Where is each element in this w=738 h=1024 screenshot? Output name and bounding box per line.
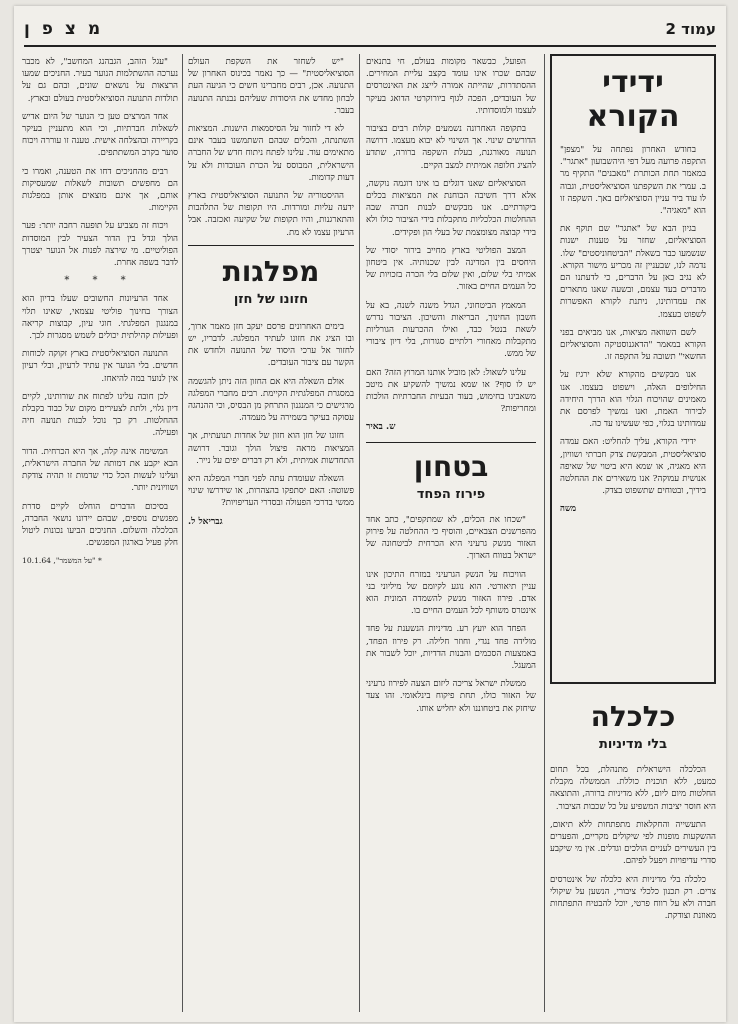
article-paragraph: הסוציאליזם שאנו דוגלים בו אינו דוגמה נוקשה, אלא דרך חשיבה הבוחנת את המציאות בכלים ביקורתיים. אנו מבקשים לבנות חברה שבה ההחלטות הכלכליות מתקבלות בידי הציבור כולו ולא בידי קבוצה מצומצמת של בעלי הון ופקידים. [366,178,536,238]
article-paragraph: בתקופה האחרונה נשמעים קולות רבים בציבור הדורשים שינוי. אך השינוי לא יבוא מעצמו. דרושה תנועה מאורגנת, בעלת השקפה ברורה, שתדע להציג חלופה אמיתית למצב הקיים. [366,124,536,171]
editorial-paragraph: אנו מבקשים מהקורא שלא ירגיז על החילופים האלה, וישפוט בעצמו. אנו מאמינים שהויכוח הגלוי הוא הדרך היחידה לבירור האמת, ואנו נמשיך לפרסם את עמדותינו בגלוי, כפי שעשינו עד כה. [560,370,706,430]
article-paragraph: "עגל הזהב, הגבהנג המחשב", לא מכבר נערכה ההשתלמות הנוער בעיר. החניכים שמעו הרצאות על נושאים שונים, ובהם גם על תולדות התנועה הסוציאליסטית בעולם ובארץ. [22,57,178,104]
economy-paragraph: הכלכלה הישראלית מתנהלת, בכל תחום כמעט, ללא תוכנית כוללת. הממשלה מקבלת החלטות מיום ליום, ללא מדיניות ברורה, והתוצאה היא חוסר יציבות המשפיע על כל שכבות הציבור. [550,765,716,812]
parties-paragraph: השאלה שעומדת עתה לפני חברי המפלגה היא פשוטה: האם יסתפקו בהצהרות, או שידרשו שינוי ממשי בדרכי הפעולה ובסדרי העדיפויות? [188,474,354,509]
section-stars: * * * [64,275,136,287]
column-4 [22,56,178,1006]
article-paragraph: אחד הרעיונות החשובים שעלו בדיון הוא הצורך בחינוך פוליטי עצמאי, שאינו תלוי במנגנון המפלגתי. חוגי עיון, קבוצות קריאה ופעילות קהילתית יכולים לשמש מסגרות לכך. [22,294,178,342]
parties-title: מפלגות [222,254,320,288]
column-divider [544,54,545,1012]
parties-paragraph: בימים האחרונים פרסם יעקב חזן מאמר ארוך, ובו הציג את חזונו לעתיד המפלגה. לדבריו, יש לחזור אל ערכי היסוד של התנועה ולחדש את הקשר עם ציבור העובדים. [188,321,354,369]
security-paragraph: הפחד הוא יועץ רע. מדיניות הנשענת על פחד מולידה פחד נגדי, וחוזר חלילה. רק פירוז הפחד, באמצעות הסכמים והבנות הדדיות, יוכל לשבור את המעגל. [366,624,536,671]
parties-subtitle: חזונו של חזן [233,291,309,307]
editorial-paragraph: בגיון הבא של "אתגר" שם תוקף את הסוציאליזם, שחזר על טענות ישנות שנשמעו כבר בשאלת "הביטחוניסטים" שלו. נדמה לנו, שבעניין זה מכריע מישור הקורא. לא נגיב כאן על הדברים, כי לדעתנו הם מדברים בעד עצמם, ובשעה שאנו מתארים את עמדותינו, ניתנת לקורא האפשרות לשפוט בעצמו. [560,224,706,320]
editorial-title: ידידי הקורא [586,65,680,134]
column-divider [182,54,183,1012]
security-heading [366,451,536,504]
editorial-signature: משה [560,504,577,515]
economy-title: כלכלה [590,701,676,733]
paper-name: מ צ פ ן [24,19,104,39]
section-rule [366,442,536,443]
security-paragraph: ממשלת ישראל צריכה ליזום הצעה לפירוז גרעיני של האזור כולו, תחת פיקוח בינלאומי. זהו צעד שיחזק את ביטחוננו ולא יחליש אותו. [366,679,536,714]
masthead [24,14,716,44]
editorial-paragraph: בחודש האחרון נפתחה על "מצפן" התקפה פרועה מעל דפי היהשבועון "אתגר". במאמר תחת הכותרת "מאבנים" התקיף מר ב. עמרי את השקפתנו הסוציאליסטית, וגבוה לו עוד ביר עניין הסוציאליזם באך. השקפה זו הוא "מאגיה". [560,145,706,217]
security-subtitle: פירוז הפחד [416,486,486,502]
article-paragraph: המשימה אינה קלה, אך היא הכרחית. הדור הבא יקבע את דמותה של החברה הישראלית, ועלינו לעשות הכל כדי שדמות זו תהיה צודקת ושוויונית יותר. [22,446,178,494]
security-paragraph: "שכחו את הכלים, לא שמתקפים", כתב אחד מהפרשנים הצבאיים, והוסיף כי ההחלטה על פירוק האזור מנשק גרעיני היא הכרחית לביטחונה של ישראל בטווח הארוך. [366,514,536,562]
parties-heading [188,256,354,309]
article-footnote: * "על המשמר", 10.1.64 [22,556,102,566]
economy-subtitle: בלי מדיניות [598,737,668,752]
article-paragraph: עלינו לשאול: לאן מוביל אותנו המרוץ הזה? האם יש לו סוף? או שמא נמשיך להשקיע את מיטב משאבינו בחימוש, בעוד הבעיות החברתיות הולכות ומחריפות? [366,367,536,415]
article-paragraph: לא די לחזור על הסיסמאות הישנות. המציאות השתנתה, והכלים שבהם השתמשנו בעבר אינם מתאימים עוד. עלינו לפתח ניתוח חדש של החברה הישראלית, המבוסס על הכרת העובדות ולא על דעות קדומות. [188,124,354,183]
masthead-rule [24,45,716,47]
economy-section [550,701,716,1011]
column-3 [188,56,354,1006]
section-rule [188,245,354,246]
article-paragraph: ויכוח זה מצביע על תופעה רחבה יותר: פער הולך וגדל בין הדור הצעיר לבין המוסדות הפוליטיים. מי שירצה לפנות אל הנוער יצטרך לדבר בשפה אחרת. [22,221,178,269]
article-paragraph: אחד המרצים טען כי הנוער של היום אדיש לשאלות חברתיות, וכי הוא מתעניין בעיקר בקריירה ובהצלחה אישית. טענה זו עוררה ויכוח סוער בקרב המשתתפים. [22,111,178,159]
article-paragraph: "יש לשחזר את השקפת העולם הסוציאליסטית" — כך נאמר בכינוס האחרון של התנועה. אכן, רבים מחברינו חשים כי הגיעה העת לבחון מחדש את היסודות שעליהם נבנתה התנועה בעבר. [188,57,354,116]
parties-paragraph: חזונו של חזן הוא חזון של אחדות תנועתית, אך המציאות מראה פיצול הולך וגובר. דרושה התחדשות אמיתית, ולא רק דברים יפים על נייר. [188,431,354,466]
economy-heading [550,701,716,754]
security-paragraph: הוויכוח על הנשק הגרעיני במזרח התיכון אינו עניין תיאורטי. הוא נוגע לקיומם של מיליוני בני אדם. פירוז האזור מנשק להשמדה המונית הוא אינטרס משותף לכל העמים החיים בו. [366,569,536,617]
article-paragraph: המאמץ הביטחוני, הגדל משנה לשנה, בא על חשבון החינוך, הבריאות והשיכון. הציבור נדרש לשאת בנטל כבד, ואילו ההכרעות הגורליות מתקבלות מאחורי דלתיים סגורות, בלי דיון ציבורי של ממש. [366,300,536,360]
article-paragraph: בסיכום הדברים הוחלט לקיים סדרת מפגשים נוספים, שבהם יידונו נושאי החברה, הכלכלה והשלום. החניכים הביעו נכונות ליטול חלק פעיל בארגון המפגשים. [22,501,178,549]
column-2 [366,56,536,1006]
parties-byline: גבריאל ל. [188,516,223,527]
editorial-box [550,54,716,684]
article-paragraph: רבים מהחניכים דחו את הטענה, ואמרו כי הם מחפשים תשובות לשאלות שמעסיקות אותם, אך אינם מוצאים אותן במפלגות הקיימות. [22,166,178,214]
article-paragraph: לכן חובה עלינו לפתוח את שורותינו, לקיים דיון גלוי, ולתת לצעירים מקום של כבוד בקבלת ההחלטות. רק כך נוכל לבנות תנועה חיה ופעילה. [22,391,178,439]
security-title: בטחון [413,449,489,483]
newspaper-page [14,6,726,1022]
parties-paragraph: אולם השאלה היא אם החזון הזה ניתן להגשמה במסגרת המפלגתית הקיימת. רבים מחברי המפלגה מרגישים כי המנגנון התרחק מן הבסיס, וכי ההנהגה עסוקה בעיקר בשמירה על מעמדה. [188,376,354,424]
economy-paragraph: כלכלה בלי מדיניות היא כלכלה של אינטרסים צרים. רק תכנון כלכלי ציבורי, הנשען על שיקולי חברה ולא על רווח פרטי, יוכל להבטיח התפתחות מאוזנת וצודקת. [550,874,716,922]
article-paragraph: הפועל, כבשאר מקומות בעולם, חי בתנאים שבהם שכרו אינו עומד בקצב עליית המחירים. ההסתדרות, שהייתה אמורה לייצג את האינטרסים של העובדים, הפכה לגוף ביורוקרטי הדואג בעיקר לעצמו ולמוסדותיו. [366,57,536,116]
article-paragraph: המצב הפוליטי בארץ מחייב בירור יסודי של היחסים בין המדינה לבין שכנותיה. אין ביטחון אמיתי בלי שלום, ואין שלום בלי הכרה בזכויות של כל העמים החיים באזור. [366,245,536,293]
article-paragraph: התנועה הסוציאליסטית בארץ זקוקה לכוחות חדשים. בלי הנוער אין עתיד לרעיון, ובלי רעיון אין לנוער במה להיאחז. [22,349,178,384]
column-divider [359,54,360,1012]
page-number: עמוד 2 [665,20,716,38]
article-byline: ש. באיר [366,422,396,433]
economy-paragraph: התעשייה והחקלאות מתפתחות ללא תיאום, ההשקעות מופנות לפי שיקולים מקריים, והפערים בין העשירים לעניים הולכים וגדלים. אין מי שיקבע סדרי עדיפויות ויפעל לפיהם. [550,819,716,867]
article-paragraph: ההיסטוריה של התנועה הסוציאליסטית בארץ ידעה עליות ומורדות. היו תקופות של התלהבות והתארגנות, והיו תקופות של שקיעה ואכזבה. אבל הרעיון עצמו לא מת. [188,191,354,238]
editorial-paragraph: לשם השוואה מציאות, אנו מביאים בפני הקורא במאמר "הדאגנוסטיקה והסוציאליזם החשאי" תשובה על התקפה זו. [560,327,706,363]
editorial-paragraph: ידידי הקורא, עליך להחליט: האם עמדה סוציאליסטית, המבקשת צדק חברתי ושוויון, היא מאגיה, או שמא היא ביטוי של שאיפה אנושית עמוקה? אנו משאירים את ההחלטה בידיך, ובטוחים שתשפוט בצדק. [560,437,706,497]
